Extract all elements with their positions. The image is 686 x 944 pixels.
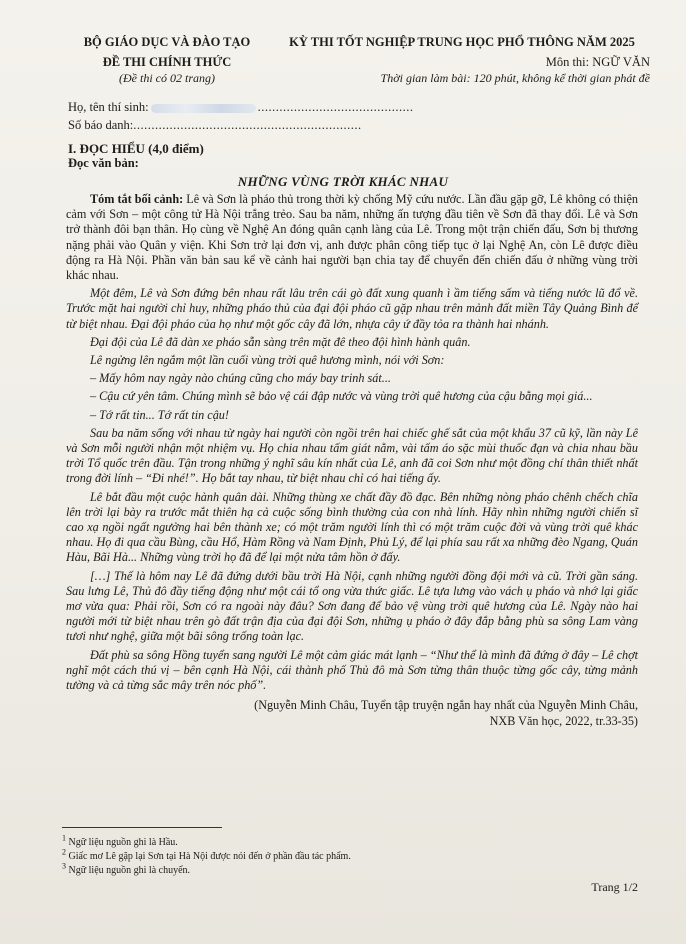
passage-paragraph: – Cậu cứ yên tâm. Chúng mình sẽ bảo vệ cái đập nước và vùng trời quê hương của cậu bằng mọi giá... (90, 389, 593, 404)
candidate-name-field (68, 99, 413, 115)
source-line-2: NXB Văn học, 2022, tr.33-35) (489, 714, 638, 729)
footnote-3: $^3$ Ngữ liệu nguồn ghi là chuyển. (62, 861, 191, 876)
passage-paragraph: Sau ba năm sống với nhau từ ngày hai người còn ngồi trên hai chiếc ghế sắt của một khẩu 37 cũ kỹ, lần này Lê và Sơn mỗi người nhận một nhiệm vụ. Họ chia nhau tấm giát nằm, vài tấm áo sặc mùi thuốc đạn và chia nhau bầu trời Tổ quốc trên đầu. Tận trong những ý nghĩ sâu kín nhất của Lê, anh đã coi Sơn như một đồng chí thân thiết nhất trong đời lính – “Đi nhé!”. Họ bắt tay nhau, từ biệt nhau chỉ có hai tiếng ấy. (66, 425, 638, 486)
pages-note: (Đề thi có 02 trang) (119, 71, 215, 85)
passage-paragraph: […] Thế là hôm nay Lê đã đứng dưới bầu trời Hà Nội, cạnh những người đồng đội mới và cũ. Trời gần sáng. Sau lưng Lê, Thủ đô đầy tiếng động như một cái tổ ong vừa thức giấc. Lê tựa lưng vào vách ụ pháo và nhớ lại giấc mơ vừa qua: Phải rồi, Sơn có ra ngoài này đâu? Sơn đang để bảo vệ vùng trời quê hương của Lê. Ngày nào hai người mới từ biệt nhau trên gò đất trận địa của đại đội Sơn, những ụ pháo ở đây đắp bằng phù sa sông Lam vàng tươi như nghệ, giữa một bãi sông trống toàn lạc. (66, 568, 638, 644)
passage-paragraph: Một đêm, Lê và Sơn đứng bên nhau rất lâu trên cái gò đất xung quanh ì ầm tiếng sấm và tiếng nước lũ đổ về. Trước mặt hai người chỉ huy, những pháo thủ của đại đội pháo cũ gặp nhau trên mảnh đất miền Tây Quảng Bình để từ biệt nhau. Đại đội pháo của họ như một gốc cây đã lớn, nhựa cây ứ đầy tỏa ra thành hai nhánh. (66, 286, 638, 331)
passage-paragraph: Lê bắt đầu một cuộc hành quân dài. Những thùng xe chất đầy đồ đạc. Bên những nòng pháo chênh chếch chĩa lên trời lại bày ra trước mắt thiên hạ cả cuộc sống bình thường của con nhà lính. Hãy nhìn những người chiến sĩ cao xạ ngồi ngất ngưởng hai bên thành xe; có một trăm người lính thì có một trăm cuộc đời và vùng trời quê khác nhau. Họ đi qua cầu Bùng, cầu Hổ, Hàm Rồng và Nam Định, Phủ Lý, để lại phía sau rất xa những đèo Ngang, Quán Hàu, Bãi Hà... Những vùng trời họ đã để lại một nửa tâm hồn ở đấy. (66, 489, 638, 565)
passage-paragraph: – Tớ rất tin... Tớ rất tin cậu! (90, 407, 229, 422)
passage-paragraph: Đất phù sa sông Hồng tuyển sang người Lê một cảm giác mát lạnh – “Như thể là mình đã đứng ở đây – Lê chợt nghĩ một cách thú vị – bên cạnh Hà Nội, cái thành phố Thủ đô mà Sơn từng thân thuộc từng gốc cây, từng mảnh tường và cả từng sắc mây trên nóc phố”. (66, 647, 638, 693)
candidate-id-field (68, 117, 362, 133)
official-label: ĐỀ THI CHÍNH THỨC (102, 55, 232, 69)
summary-text: Lê và Sơn là pháo thủ trong thời kỳ chống Mỹ cứu nước. Lần đầu gặp gỡ, Lê không có thiện cảm với Sơn – một công tử Hà Nội trắng trẻo. Sau ba năm, những ấn tượng đầu tiên về Sơn đã thay đổi. Lê và Sơn trở thành đôi bạn thân. Họ cùng về Nghệ An đóng quân cạnh làng của Lê. Trong một trận chiến đấu, Sơn bị thương nặng phải vào Quân y viện. Khi Sơn trở lại đơn vị, anh được phân công tiếp tục ở lại Nghệ An, còn Lê được điều động ra Hà Nội. Phần văn bản sau kể về cảnh hai người bạn chia tay để chuyển đến chiến đấu ở những vùng trời khác nhau. (66, 192, 639, 283)
section-heading: I. ĐỌC HIỂU (4,0 điểm) (68, 141, 204, 156)
section-sub: Đọc văn bản: (68, 156, 139, 170)
footnote-1: $^1$ Ngữ liệu nguồn ghi là Hầu. (62, 833, 178, 848)
redacted-name (151, 104, 256, 113)
header-left (62, 34, 272, 86)
candidate-id-label: Số báo danh: (68, 118, 134, 132)
passage-body (66, 192, 638, 729)
footnote-text: Giấc mơ Lê gặp lại Sơn tại Hà Nội được nói đến ở phần đầu tác phẩm. (68, 851, 351, 862)
passage-paragraph: Lê ngửng lên ngắm một lần cuối vùng trời quê hương mình, nói với Sơn: (90, 353, 445, 368)
candidate-name-dots: ........................................... (257, 100, 414, 114)
passage-title: NHỮNG VÙNG TRỜI KHÁC NHAU (237, 174, 449, 189)
footnote-text: Ngữ liệu nguồn ghi là chuyển. (68, 865, 191, 876)
footnote-2: $^2$ Giấc mơ Lê gặp lại Sơn tại Hà Nội được nói đến ở phần đầu tác phẩm. (62, 847, 351, 862)
passage-paragraph: Đại đội của Lê đã dàn xe pháo sẵn sàng trên mặt đê theo đội hình hành quân. (90, 334, 471, 349)
subject-line: Môn thi: NGỮ VĂN (545, 55, 650, 69)
candidate-id-dots: ............................................................... (133, 118, 362, 132)
page-number: Trang 1/2 (591, 880, 638, 894)
source-line-1: (Nguyễn Minh Châu, Tuyển tập truyện ngắn hay nhất của Nguyễn Minh Châu, (254, 698, 638, 713)
ministry-name: BỘ GIÁO DỤC VÀ ĐÀO TẠO (83, 35, 251, 49)
candidate-name-label: Họ, tên thí sinh: (68, 100, 149, 114)
summary-label: Tóm tắt bối cảnh: (90, 192, 184, 206)
passage-paragraph: – Mấy hôm nay ngày nào chúng cũng cho máy bay trinh sát... (90, 371, 391, 386)
footnote-divider (62, 827, 222, 828)
footnote-text: Ngữ liệu nguồn ghi là Hầu. (68, 837, 178, 848)
header-right (262, 34, 662, 86)
summary-paragraph (66, 192, 638, 283)
time-line: Thời gian làm bài: 120 phút, không kể thời gian phát đề (380, 71, 650, 85)
exam-title: KỲ THI TỐT NGHIỆP TRUNG HỌC PHỔ THÔNG NĂM 2025 (289, 35, 635, 49)
